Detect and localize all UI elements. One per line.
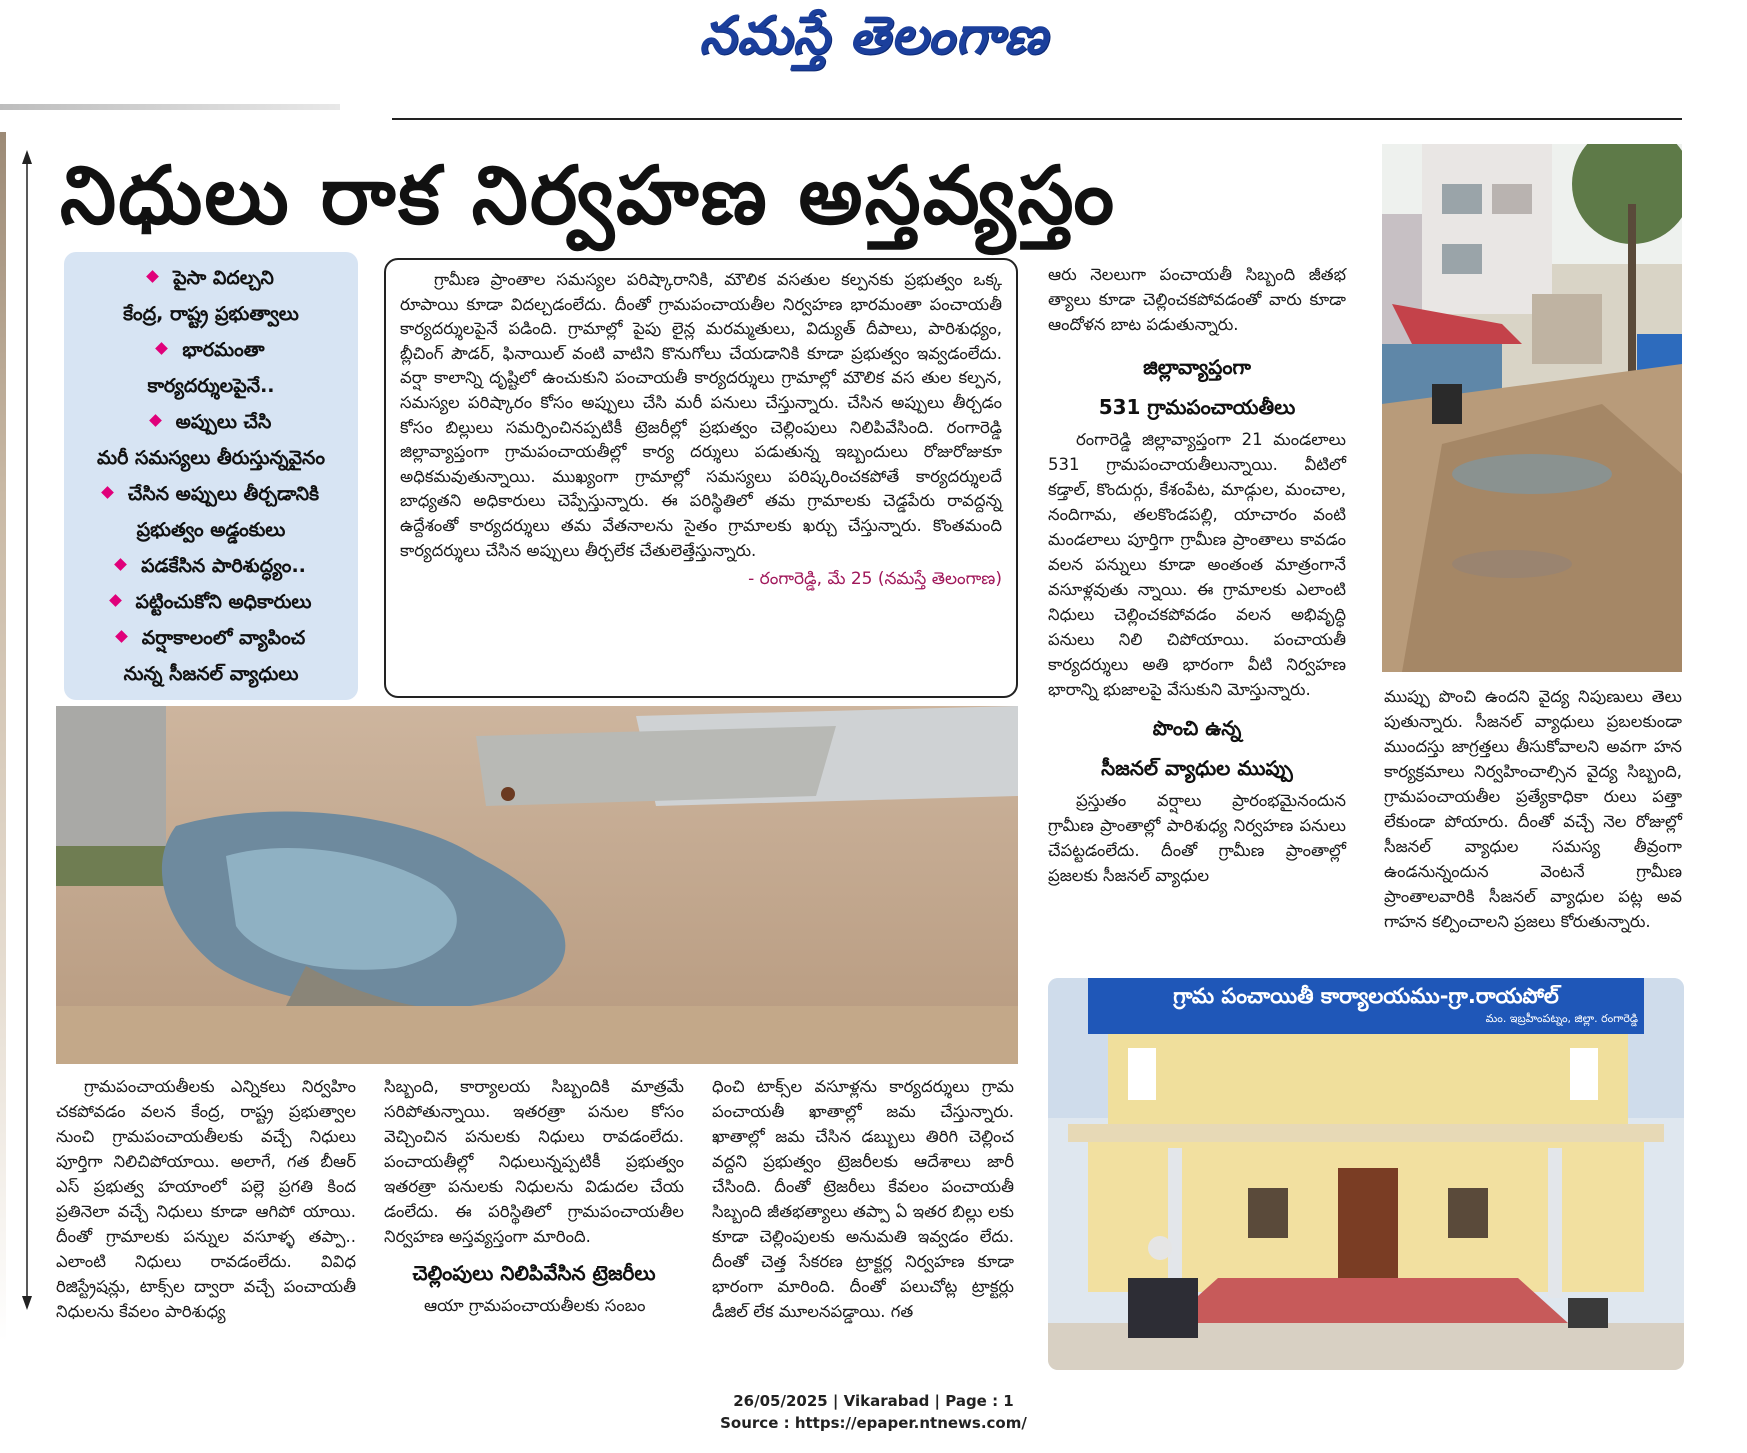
highlight-line: అప్పులు చేసి [70, 404, 352, 440]
dateline: - రంగారెడ్డి, మే 25 (నమస్తే తెలంగాణ) [748, 569, 1002, 590]
article-column-right [1048, 262, 1346, 888]
footer-edition-info: 26/05/2025 | Vikarabad | Page : 1 [733, 1392, 1014, 1410]
bullet-icon [146, 270, 159, 283]
subhead-treasury: చెల్లింపులు నిలిపివేసిన ట్రెజరీలు [412, 1261, 656, 1285]
bullet-icon [101, 486, 114, 499]
page-edge-strip [0, 132, 6, 1342]
highlight-line: కేంద్ర, రాష్ట్ర ప్రభుత్వాలు [123, 303, 299, 325]
article-paragraph: ప్రస్తుతం వర్షాలు ప్రారంభమైనందున గ్రామీణ ప్రాంతాల్లో పారిశుధ్య నిర్వహణ పనులు చేపట్టడంలేదు. దీంతో గ్రామీణ ప్రాంతాల్లో ప్రజలకు సీజనల్ వ్యాధుల [1048, 791, 1346, 885]
highlight-line: కార్యదర్శులపైనే.. [147, 375, 275, 397]
bullet-icon [109, 594, 122, 607]
highlight-line: పట్టించుకోని అధికారులు [70, 584, 352, 620]
bullet-icon [149, 414, 162, 427]
highlight-line: మరీ సమస్యలు తీరుస్తున్నవైనం [97, 447, 325, 469]
article-paragraph: రంగారెడ్డి జిల్లావ్యాప్తంగా 21 మండలాలు 531 గ్రామపంచాయతీలున్నాయి. వీటిలో కడ్తాల్, కొందుర్గు, కేశంపేట, మాడ్గుల, మంచాల, నందిగామ, తలకొండపల్లి, యాచారం వంటి మండలాలు పూర్తిగా గ్రామీణ ప్రాంతాలు కావడం వలన పన్నులు కూడా అంతంత మాత్రంగానే వసూళ్లవుతు న్నాయి. ఈ గ్రామాలకు ఎలాంటి నిధులు చెల్లించకపోవడం వలన అభివృద్ధి పనులు నిలి చిపోయాయి. పంచాయతీ కార్యదర్శులు అతి భారంగా వీటి నిర్వహణ భారాన్ని భుజాలపై వేసుకుని మోస్తున్నారు. [1048, 430, 1346, 699]
highlight-line: ప్రభుత్వం అడ్డంకులు [136, 519, 286, 541]
headline: నిధులు రాక నిర్వహణ అస్తవ్యస్తం [60, 149, 1117, 242]
puddle-photo [56, 706, 1018, 1064]
article-column-bottom-2 [384, 1074, 684, 1318]
article-paragraph: ధించి టాక్స్‌ల వసూళ్లను కార్యదర్శులు గ్రామ పంచాయతీ ఖాతాల్లో జమ చేస్తున్నారు. ఖాతాల్లో జమ చేసిన డబ్బులు తిరిగి చెల్లించ వద్దని ప్రభుత్వం ట్రెజరీలకు ఆదేశాలు జారీ చేసింది. దీంతో ట్రెజరీలు కేవలం పంచాయతీ సిబ్బంది జీతభత్యాలు తప్పా ఏ ఇతర బిల్లు లకు కూడా చెల్లింపులకు అనుమతి ఇవ్వడం లేదు. దీంతో చెత్త సేకరణ ట్రాక్టర్ల నిర్వహణ కూడా భారంగా మారింది. దీంతో పలుచోట్ల ట్రాక్టర్లు డీజిల్ లేక మూలనపడ్డాయి. గత [712, 1077, 1014, 1321]
article-paragraph: గ్రామపంచాయతీలకు ఎన్నికలు నిర్వహిం చకపోవడం వలన కేంద్ర, రాష్ట్ర ప్రభుత్వాల నుంచి గ్రామపంచాయతీలకు వచ్చే నిధులు పూర్తిగా నిలిచిపోయాయి. అలాగే, గత బీఆర్ ఎస్ ప్రభుత్వ హయాంలో పల్లె ప్రగతి కింద ప్రతినెలా వచ్చే నిధులు కూడా ఆగిపో యాయి. దీంతో గ్రామాలకు పన్నుల వసూళ్ళ తప్పా.. ఎలాంటి నిధులు రావడంలేదు. వివిధ రిజిస్ట్రేషన్లు, టాక్స్‌ల ద్వారా వచ్చే పంచాయతీ నిధులను కేవలం పారిశుధ్య [56, 1077, 356, 1321]
footer-source: Source : https://epaper.ntnews.com/ [720, 1414, 1027, 1432]
intro-box [384, 258, 1018, 698]
building-signboard-subtext: మం. ఇబ్రహీంపట్నం, జిల్లా. రంగారెడ్డి [1485, 1012, 1638, 1025]
highlight-line: నున్న సీజనల్ వ్యాధులు [123, 663, 299, 685]
article-column-bottom-1 [56, 1074, 356, 1324]
article-paragraph: ముప్పు పొంచి ఉందని వైద్య నిపుణులు తెలు పుతున్నారు. సీజనల్ వ్యాధులు ప్రబలకుండా ముందస్తు జాగ్రత్తలు తీసుకోవాలని అవగా హన కార్యక్రమాలు నిర్వహించాల్సిన వైద్య సిబ్బంది, గ్రామపంచాయతీల ప్రత్యేకాధికా రులు పత్తా లేకుండా పోయారు. దీంతో వచ్చే నెల రోజుల్లో సీజనల్ వ్యాధుల సమస్య తీవ్రంగా ఉండనున్నందున వెంటనే గ్రామీణ ప్రాంతాలవారికి సీజనల్ వ్యాధుల పట్ల అవ గాహన కల్పించాలని ప్రజలు కోరుతున్నారు. [1384, 687, 1682, 931]
article-paragraph: ఆయా గ్రామపంచాయతీలకు సంబం [424, 1296, 646, 1315]
highlight-line: చేసిన అప్పులు తీర్చడానికి [70, 476, 352, 512]
subhead-disease-1: పొంచి ఉన్న [1152, 716, 1242, 740]
highlight-line: వర్షాకాలంలో వ్యాపించ [70, 620, 352, 656]
article-paragraph: సిబ్బంది, కార్యాలయ సిబ్బందికి మాత్రమే సరిపోతున్నాయి. ఇతరత్రా పనుల కోసం వెచ్చించిన పనులకు నిధులు రావడంలేదు. పంచాయతీల్లో నిధులున్నప్పటికీ ప్రభుత్వం ఇతరత్రా పనులకు నిధులను విడుదల చేయ డంలేదు. ఈ పరిస్థితిలో గ్రామపంచాయతీల నిర్వహణ అస్తవ్యస్తంగా మారింది. [384, 1077, 684, 1246]
panchayat-office-photo [1048, 978, 1684, 1370]
building-signboard: గ్రామ పంచాయితీ కార్యాలయము-గ్రా.రాయపోల్ [1173, 984, 1559, 1008]
subhead-district-2: 531 గ్రామపంచాయతీలు [1098, 395, 1296, 419]
masthead-rule [392, 118, 1682, 120]
article-paragraph: ఆరు నెలలుగా పంచాయతీ సిబ్బంది జీతభ త్యాలు కూడా చెల్లించకపోవడంతో వారు కూడా ఆందోళన బాట పడుతున్నారు. [1048, 265, 1346, 334]
column-span-arrow-icon [20, 150, 34, 1310]
article-column-far-right [1384, 684, 1682, 934]
highlight-line: పడకేసిన పారిశుద్ధ్యం.. [70, 548, 352, 584]
intro-text: గ్రామీణ ప్రాంతాల సమస్యల పరిష్కారానికి, మౌలిక వసతుల కల్పనకు ప్రభుత్వం ఒక్క రూపాయి కూడా విదల్చడంలేదు. దీంతో గ్రామపంచాయతీల నిర్వహణ భారమంతా పంచాయతీ కార్యదర్శులపైనే పడింది. గ్రామాల్లో పైపు లైన్ల మరమ్మతులు, విద్యుత్ దీపాలు, పారిశుధ్యం, బ్లీచింగ్ పౌడర్, ఫినాయిల్ వంటి వాటిని కొనుగోలు చేయడానికి కూడా ప్రభుత్వం ఇవ్వడంలేదు. వర్షా కాలాన్ని దృష్టిలో ఉంచుకుని పంచాయతీ కార్యదర్శులు గ్రామాల్లో మౌలిక వస తుల కల్పన, సమస్యల పరిష్కారం కోసం అప్పులు చేసి మరీ పనులు చేస్తున్నారు. చేసిన అప్పులు తీర్చడం కోసం బిల్లులు సమర్పించినప్పటికీ ట్రెజరీల్లో ప్రభుత్వం చెల్లింపులు నిలిపివేసింది. రంగారెడ్డి జిల్లావ్యాప్తంగా గ్రామపంచాయతీల్లో కార్య దర్శులు పడుతున్న ఇబ్బందులు రోజురోజుకూ అధికమవుతున్నాయి. ముఖ్యంగా గ్రామాల్లో సమస్యలు పరిష్కరించకపోతే కార్యదర్శులదే బాధ్యతని అధికారులు చెప్పేస్తున్నారు. ఈ పరిస్థితిలో తమ గ్రామాలకు చెడ్డపేరు రావద్దన్న ఉద్దేశంతో కార్యదర్శులు తమ వేతనాలను సైతం గ్రామాలకు ఖర్చు చేస్తున్నారు. కొంతమంది కార్యదర్శులు చేసిన అప్పులు తీర్చలేక చేతులెత్తేస్తున్నారు. [400, 270, 1002, 560]
article-column-bottom-3 [712, 1074, 1014, 1324]
highlight-line: పైసా విదల్చని [70, 260, 352, 296]
subhead-disease-2: సీజనల్ వ్యాధుల ముప్పు [1101, 756, 1293, 780]
bullet-icon [114, 558, 127, 571]
subhead-district-1: జిల్లావ్యాప్తంగా [1143, 355, 1251, 379]
street-photo [1382, 144, 1682, 672]
highlights-box [64, 252, 358, 700]
masthead: నమస్తే తెలంగాణ [699, 6, 1048, 66]
masthead-shade-rule [0, 104, 340, 110]
bullet-icon [156, 342, 169, 355]
bullet-icon [115, 630, 128, 643]
highlight-line: భారమంతా [70, 332, 352, 368]
